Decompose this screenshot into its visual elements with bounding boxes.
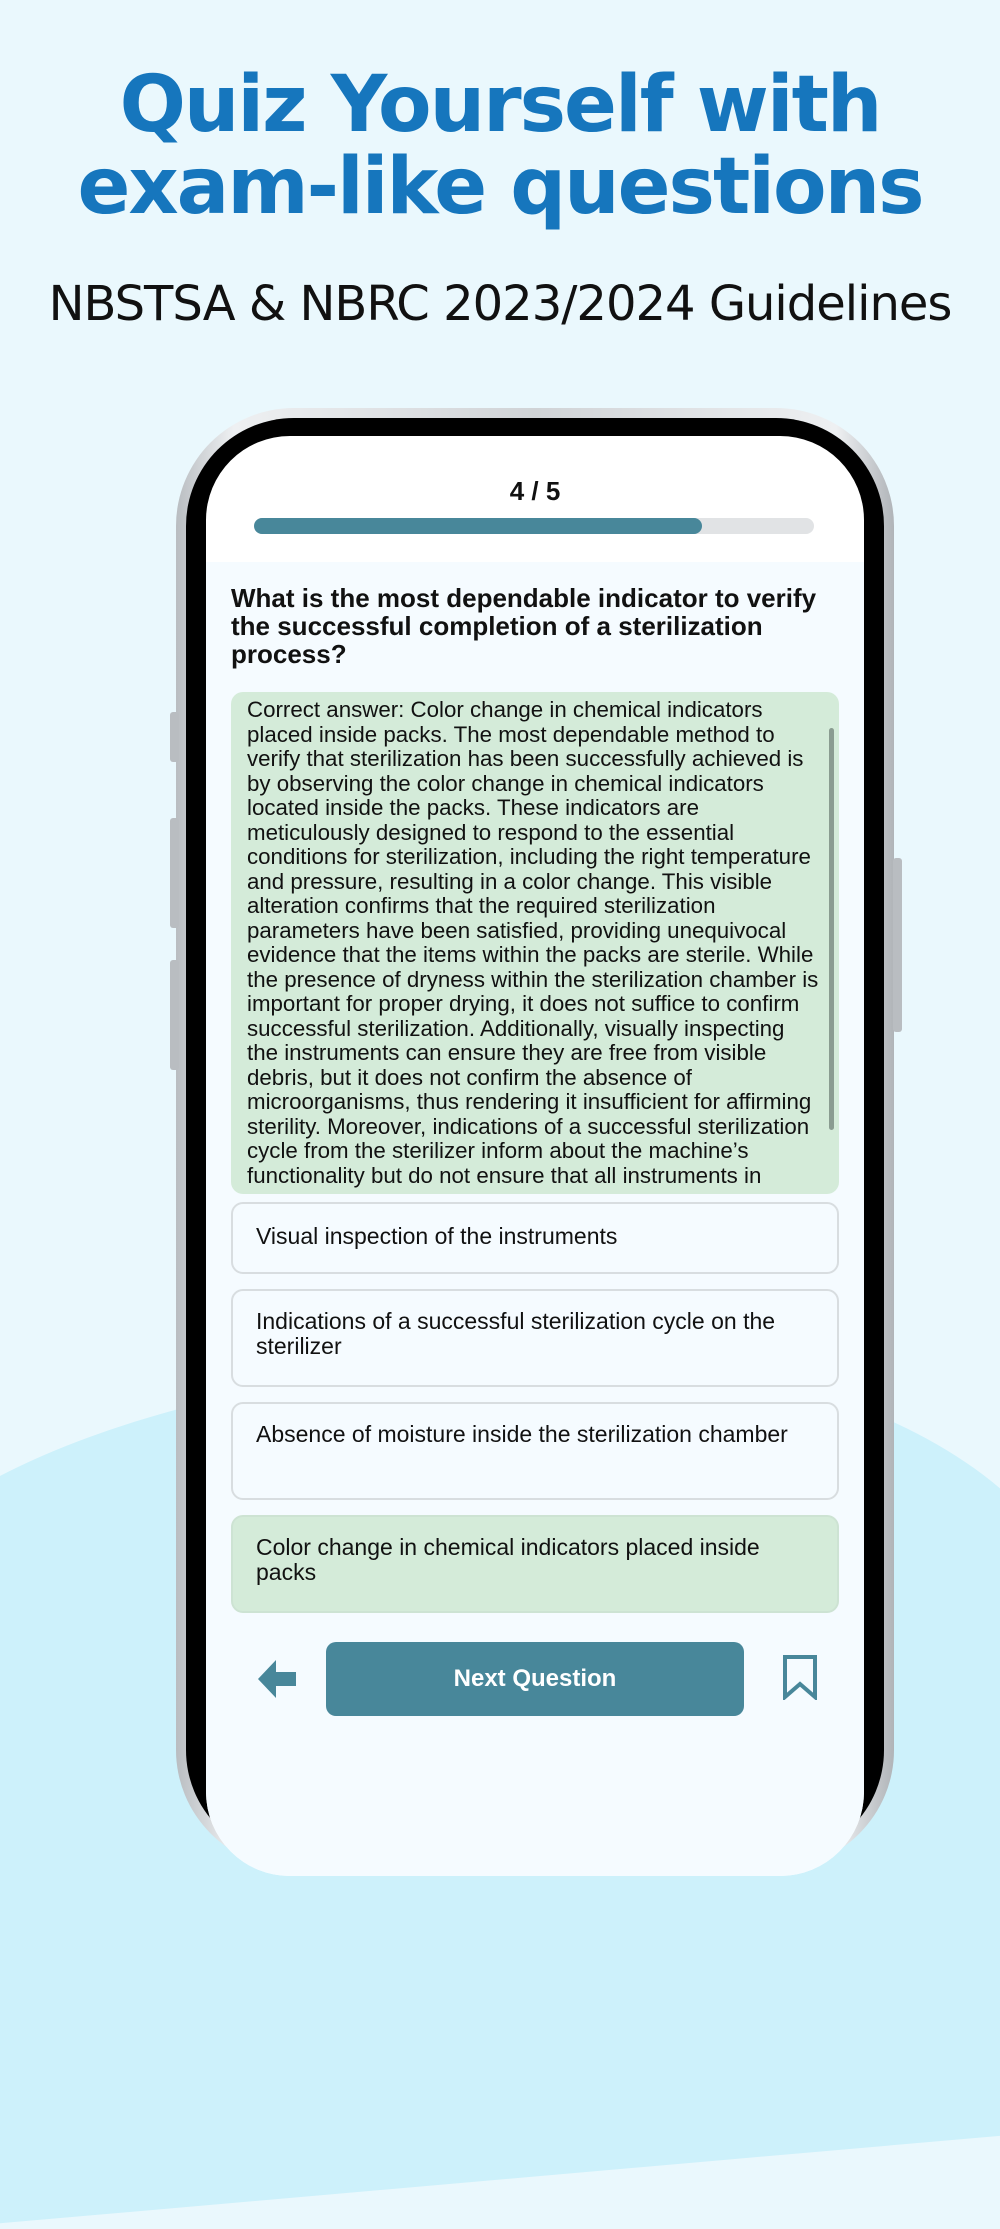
answer-option-label: Color change in chemical indicators placed inside packs	[256, 1534, 760, 1585]
bookmark-icon[interactable]	[780, 1654, 820, 1700]
progress-fill	[254, 518, 702, 534]
phone-mute-switch	[170, 712, 179, 762]
answer-option-1[interactable]	[231, 1202, 839, 1274]
answer-explanation[interactable]	[231, 692, 839, 1194]
headline-line-1: Quiz Yourself with	[119, 60, 881, 150]
phone-screen	[206, 436, 864, 1876]
explanation-text: Correct answer: Color change in chemical indicators placed inside packs. The most dependable method to verify that sterilization has been successfully achieved is by observing the color change in chemical indicators located inside the packs. These indicators are meticulously designed to respond to the essential conditions for sterilization, including the right temperature and pressure, resulting in a color change. This visible alteration confirms that the required sterilization parameters have been satisfied, providing unequivocal evidence that the items within the packs are sterile. While the presence of dryness within the sterilization chamber is important for proper drying, it does not suffice to confirm successful sterilization. Additionally, visually inspecting the instruments can ensure they are free from visible debris, but it does not confirm the absence of microorganisms, thus rendering it insufficient for affirming sterility. Moreover, indications of a successful sterilization cycle from the sterilizer inform about the machine’s functionality but do not ensure that all instruments in	[247, 697, 819, 1188]
answer-option-label: Visual inspection of the instruments	[256, 1223, 618, 1249]
phone-power-button	[893, 858, 902, 1032]
headline-line-2: exam-like questions	[77, 142, 923, 232]
question-counter: 4 / 5	[509, 476, 561, 506]
progress-bar	[254, 518, 814, 534]
answer-option-4-correct[interactable]	[231, 1515, 839, 1613]
answer-option-3[interactable]	[231, 1402, 839, 1500]
phone-volume-down	[170, 960, 179, 1070]
promo-subtitle: NBSTSA & NBRC 2023/2024 Guidelines	[48, 276, 952, 332]
phone-volume-up	[170, 818, 179, 928]
promo-headline	[0, 60, 1000, 232]
answer-option-label: Indications of a successful sterilization cycle on the sterilizer	[256, 1308, 776, 1359]
arrow-left-icon[interactable]	[252, 1654, 302, 1704]
question-text: What is the most dependable indicator to verify the successful completion of a sterilization process?	[231, 583, 817, 669]
explanation-scrollbar[interactable]	[829, 728, 834, 1130]
next-question-button[interactable]: Next Question	[326, 1642, 744, 1716]
answer-option-label: Absence of moisture inside the sterilization chamber	[256, 1421, 788, 1447]
answer-option-2[interactable]	[231, 1289, 839, 1387]
